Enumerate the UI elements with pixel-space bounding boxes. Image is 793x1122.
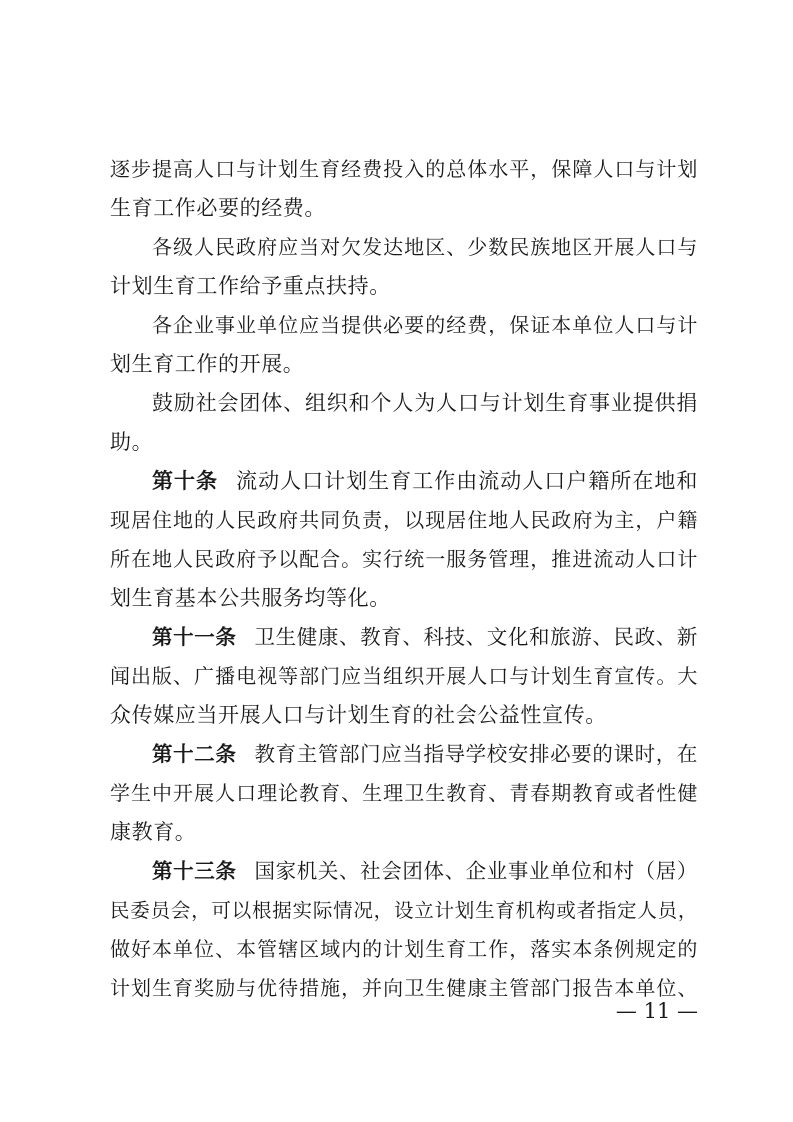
page-number: — 11 —: [615, 999, 698, 1023]
line-text: 流动人口计划生育工作由流动人口户籍所在地和: [236, 469, 698, 493]
text-line: [110, 657, 698, 696]
article-12-heading-line: [110, 735, 698, 774]
text-line: [110, 423, 698, 462]
text-line: [110, 267, 698, 306]
text-line: [110, 696, 698, 735]
line-text: 逐步提高人口与计划生育经费投入的总体水平，保障人口与计划: [110, 157, 698, 181]
line-text: 众传媒应当开展人口与计划生育的社会公益性宣传。: [110, 703, 607, 727]
line-text: 计划生育工作给予重点扶持。: [110, 274, 391, 298]
text-line: [110, 345, 698, 384]
article-number: 第十条: [152, 469, 219, 493]
text-line: [110, 930, 698, 969]
line-text: 生育工作必要的经费。: [110, 196, 326, 220]
article-number: 第十一条: [152, 625, 237, 649]
text-line: [110, 384, 698, 423]
line-text: 学生中开展人口理论教育、生理卫生教育、青春期教育或者性健: [110, 781, 698, 805]
text-line: [110, 813, 698, 852]
body-text: [110, 150, 698, 1008]
text-line: [110, 150, 698, 189]
line-text: 助。: [110, 430, 154, 454]
article-number: 第十三条: [152, 859, 237, 883]
line-text: 各企业事业单位应当提供必要的经费，保证本单位人口与计: [152, 313, 698, 337]
text-line: [110, 540, 698, 579]
line-text: 所在地人民政府予以配合。实行统一服务管理，推进流动人口计: [110, 547, 698, 571]
text-line: [110, 774, 698, 813]
article-number: 第十二条: [152, 742, 237, 766]
line-text: 现居住地的人民政府共同负责，以现居住地人民政府为主，户籍: [110, 508, 698, 532]
line-text: 闻出版、广播电视等部门应当组织开展人口与计划生育宣传。大: [110, 664, 698, 688]
line-text: 教育主管部门应当指导学校安排必要的课时，在: [254, 742, 698, 766]
text-line: [110, 306, 698, 345]
line-text: 康教育。: [110, 820, 197, 844]
text-line: [110, 228, 698, 267]
line-text: 卫生健康、教育、科技、文化和旅游、民政、新: [254, 625, 698, 649]
line-text: 做好本单位、本管辖区域内的计划生育工作，落实本条例规定的: [110, 937, 698, 961]
line-text: 计划生育奖励与优待措施，并向卫生健康主管部门报告本单位、: [110, 976, 698, 1000]
line-text: 国家机关、社会团体、企业事业单位和村（居）: [254, 859, 698, 883]
line-text: 鼓励社会团体、组织和个人为人口与计划生育事业提供捐: [152, 391, 698, 415]
article-10-heading-line: [110, 462, 698, 501]
text-line: [110, 579, 698, 618]
line-text: 划生育基本公共服务均等化。: [110, 586, 391, 610]
article-13-heading-line: [110, 852, 698, 891]
line-text: 民委员会，可以根据实际情况，设立计划生育机构或者指定人员，: [110, 899, 698, 922]
text-line: [110, 189, 698, 228]
article-11-heading-line: [110, 618, 698, 657]
line-text: 各级人民政府应当对欠发达地区、少数民族地区开展人口与: [152, 235, 698, 259]
text-line: [110, 891, 698, 930]
text-line: [110, 501, 698, 540]
line-text: 划生育工作的开展。: [110, 352, 305, 376]
